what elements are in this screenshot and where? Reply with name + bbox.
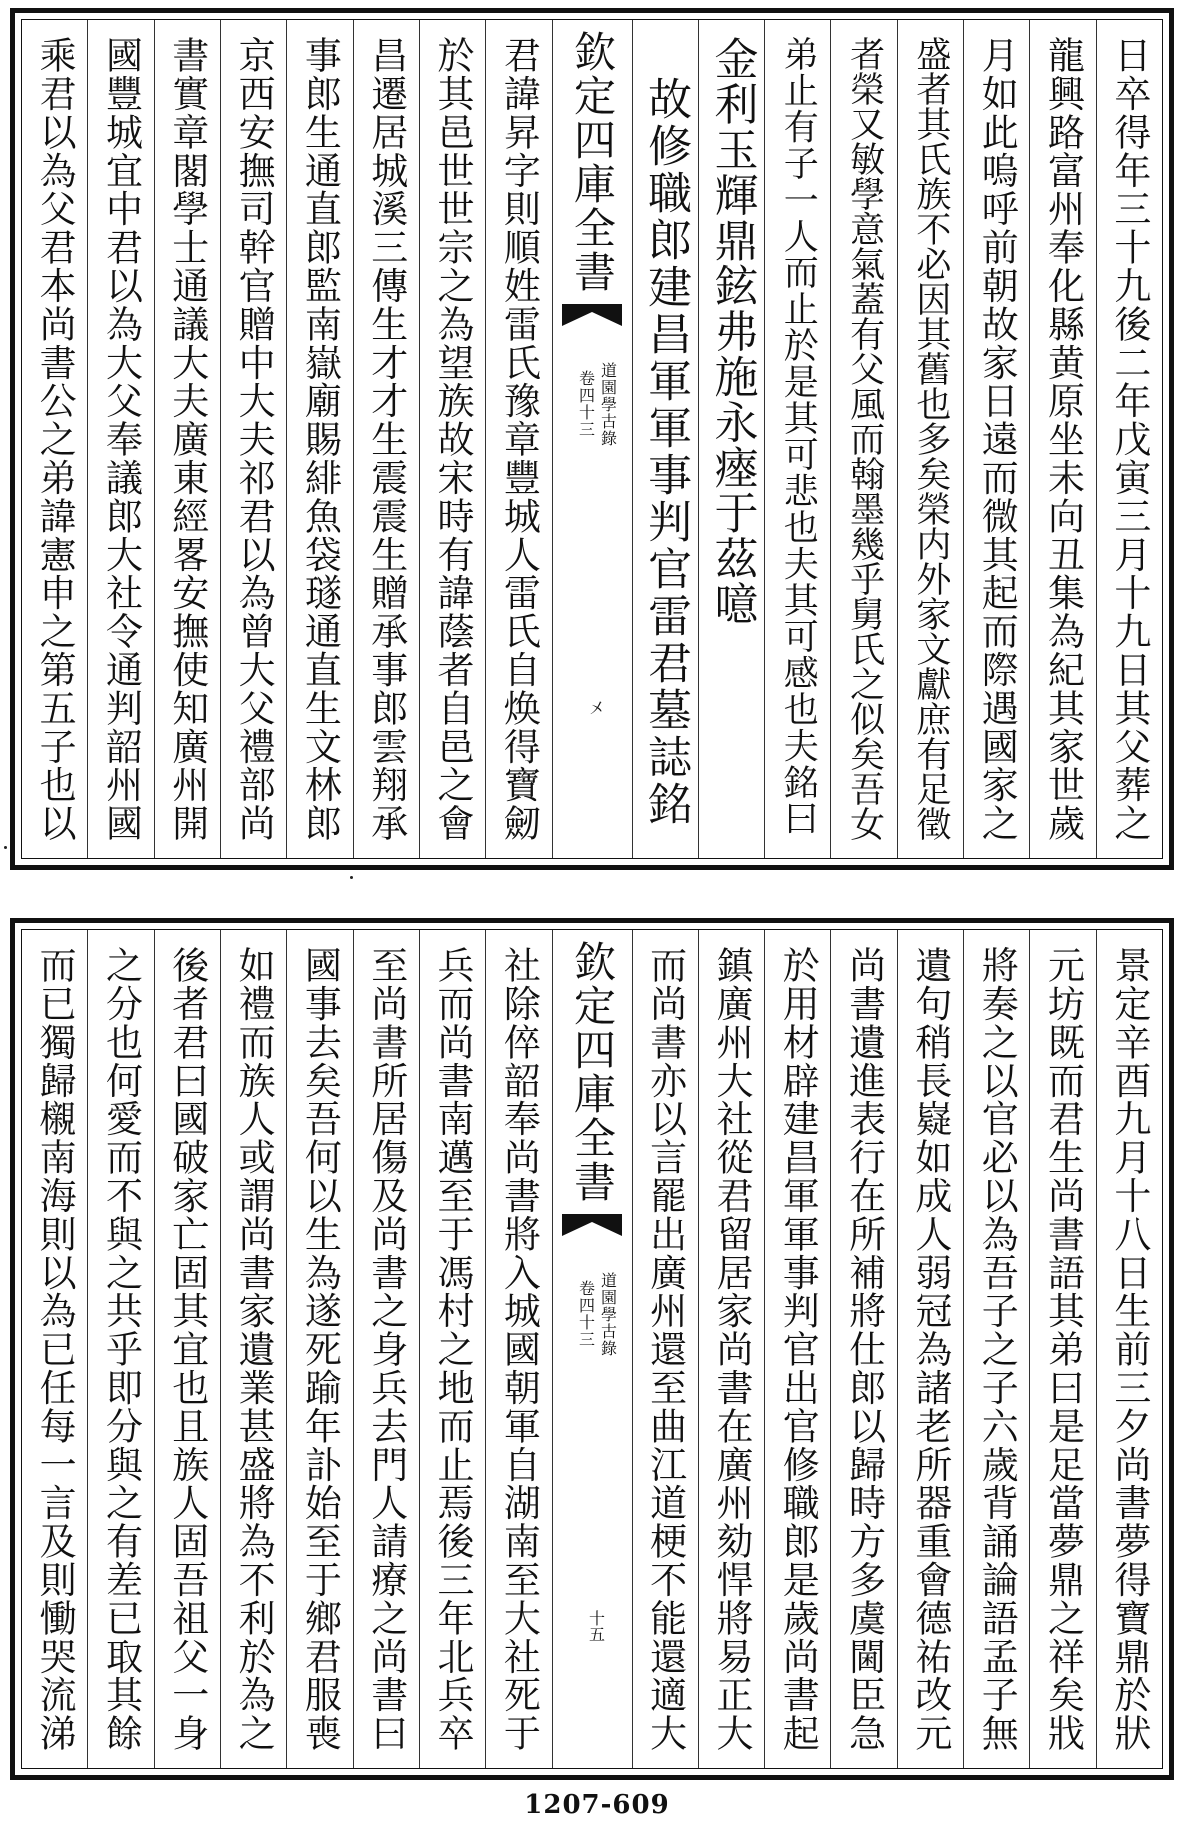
top-text-column-2: 龍興路富州奉化縣黄原坐未向丑集為紀其家世歲 bbox=[1029, 20, 1095, 858]
bottom-text-column-16: 而已獨歸櫬南海則以為已任每一言及則慟哭流涕 bbox=[33, 946, 77, 1753]
bottom-text-column-2: 元坊既而君生尚書語其弟曰是足當夢鼎之祥矣戕 bbox=[1029, 930, 1095, 1768]
top-text-column-5: 者榮又敏學意氣蓋有父風而翰墨幾乎舅氏之似矣吾女 bbox=[830, 20, 896, 858]
scan-speck bbox=[350, 876, 353, 879]
top-text-column-13: 京西安撫司幹官贈中大夫祁君以為曾大父禮部尚 bbox=[220, 20, 286, 858]
scan-speck bbox=[4, 846, 7, 849]
bottom-text-column-13: 如禮而族人或謂尚書家遺業甚盛將為不利於為之 bbox=[220, 930, 286, 1768]
top-page bbox=[10, 8, 1174, 870]
bottom-page bbox=[10, 918, 1174, 1780]
bottom-text-column-9: 社除倅韶奉尚書將入城國朝軍自湖南至大社死于 bbox=[485, 930, 551, 1768]
bottom-center-fold bbox=[552, 930, 632, 1768]
top-text-column-6: 弟止有子一人而止於是其可悲也夫其可感也夫銘曰 bbox=[764, 20, 830, 858]
bottom-text-column-12: 國事去矣吾何以生為遂死踰年訃始至于鄉君服喪 bbox=[286, 930, 352, 1768]
bottom-text-column-1: 景定辛酉九月十八日生前三夕尚書夢得寶鼎於狀 bbox=[1096, 930, 1162, 1768]
bottom-text-column-4: 遺句稍長嶷如成人弱冠為諸老所器重會德祐改元 bbox=[897, 930, 963, 1768]
bottom-text-column-6: 於用材辟建昌軍軍事判官出官修職郎是歲尚書起 bbox=[764, 930, 830, 1768]
top-center-fold bbox=[552, 20, 632, 858]
top-text-column-7: 金利玉輝鼎鉉弗施永瘞于茲噫 bbox=[698, 20, 764, 858]
bottom-collection-label: 道園學古錄 bbox=[598, 1272, 618, 1357]
bottom-text-column-15: 之分也何愛而不與之共乎即分與之有差已取其餘 bbox=[87, 930, 153, 1768]
fish-tail-icon bbox=[562, 1214, 622, 1236]
fish-tail-icon bbox=[562, 304, 622, 326]
top-text-column-4: 盛者其氏族不必因其舊也多矣榮内外家文獻庶有足徵 bbox=[897, 20, 963, 858]
top-epitaph-title: 故修職郎建昌軍軍事判官雷君墓誌銘 bbox=[632, 20, 698, 858]
top-text-column-3: 月如此嗚呼前朝故家日遠而微其起而際遇國家之 bbox=[963, 20, 1029, 858]
bottom-page-number: 十五 bbox=[586, 1610, 606, 1642]
top-collection-label: 道園學古錄 bbox=[598, 362, 618, 447]
bottom-text-column-5: 尚書遺進表行在所補將仕郎以歸時方多虞閫臣急 bbox=[830, 930, 896, 1768]
bottom-text-column-3: 將奏之以官必以為吾子之子六歲背誦論語孟子無 bbox=[963, 930, 1029, 1768]
top-text-column-12: 事郎生通直郎監南嶽廟賜緋魚袋璲通直生文林郎 bbox=[286, 20, 352, 858]
top-text-column-1: 日卒得年三十九後二年戊寅三月十九日其父葬之 bbox=[1096, 20, 1162, 858]
bottom-text-column-14: 後者君曰國破家亡固其宜也且族人固吾祖父一身 bbox=[154, 930, 220, 1768]
top-text-column-11: 昌遷居城溪三傳生才才生震震生贈承事郎雲翔承 bbox=[353, 20, 419, 858]
bottom-text-column-11: 至尚書所居傷及尚書之身兵去門人請療之尚書曰 bbox=[353, 930, 419, 1768]
top-text-column-15: 國豐城宜中君以為大父奉議郎大社令通判韶州國 bbox=[87, 20, 153, 858]
top-page-columns bbox=[21, 19, 1163, 859]
page-code: 1207-609 bbox=[524, 1790, 670, 1820]
top-text-column-9: 君諱昇字則順姓雷氏豫章豐城人雷氏自焕得寶劒 bbox=[485, 20, 551, 858]
bottom-page-columns bbox=[21, 929, 1163, 1769]
bottom-text-column-8: 而尚書亦以言罷出廣州還至曲江道梗不能還適大 bbox=[632, 930, 698, 1768]
top-book-title: 欽定四庫全書 bbox=[568, 30, 617, 294]
bottom-text-column-10: 兵而尚書南邁至于馮村之地而止焉後三年北兵卒 bbox=[419, 930, 485, 1768]
top-page-number: 㐅 bbox=[586, 700, 606, 716]
bottom-volume-label: 卷四十三 bbox=[576, 1280, 596, 1348]
top-text-column-14: 書實章閣學士通議大夫廣東經畧安撫使知廣州開 bbox=[154, 20, 220, 858]
top-text-column-10: 於其邑世世宗之為望族故宋時有諱蔭者自邑之會 bbox=[419, 20, 485, 858]
bottom-text-column-7: 鎮廣州大社從君留居家尚書在廣州劾悍將易正大 bbox=[698, 930, 764, 1768]
top-text-column-16: 乘君以為父君本尚書公之弟諱憲申之第五子也以 bbox=[33, 36, 77, 843]
top-volume-label: 卷四十三 bbox=[576, 370, 596, 438]
bottom-book-title: 欽定四庫全書 bbox=[568, 940, 617, 1204]
